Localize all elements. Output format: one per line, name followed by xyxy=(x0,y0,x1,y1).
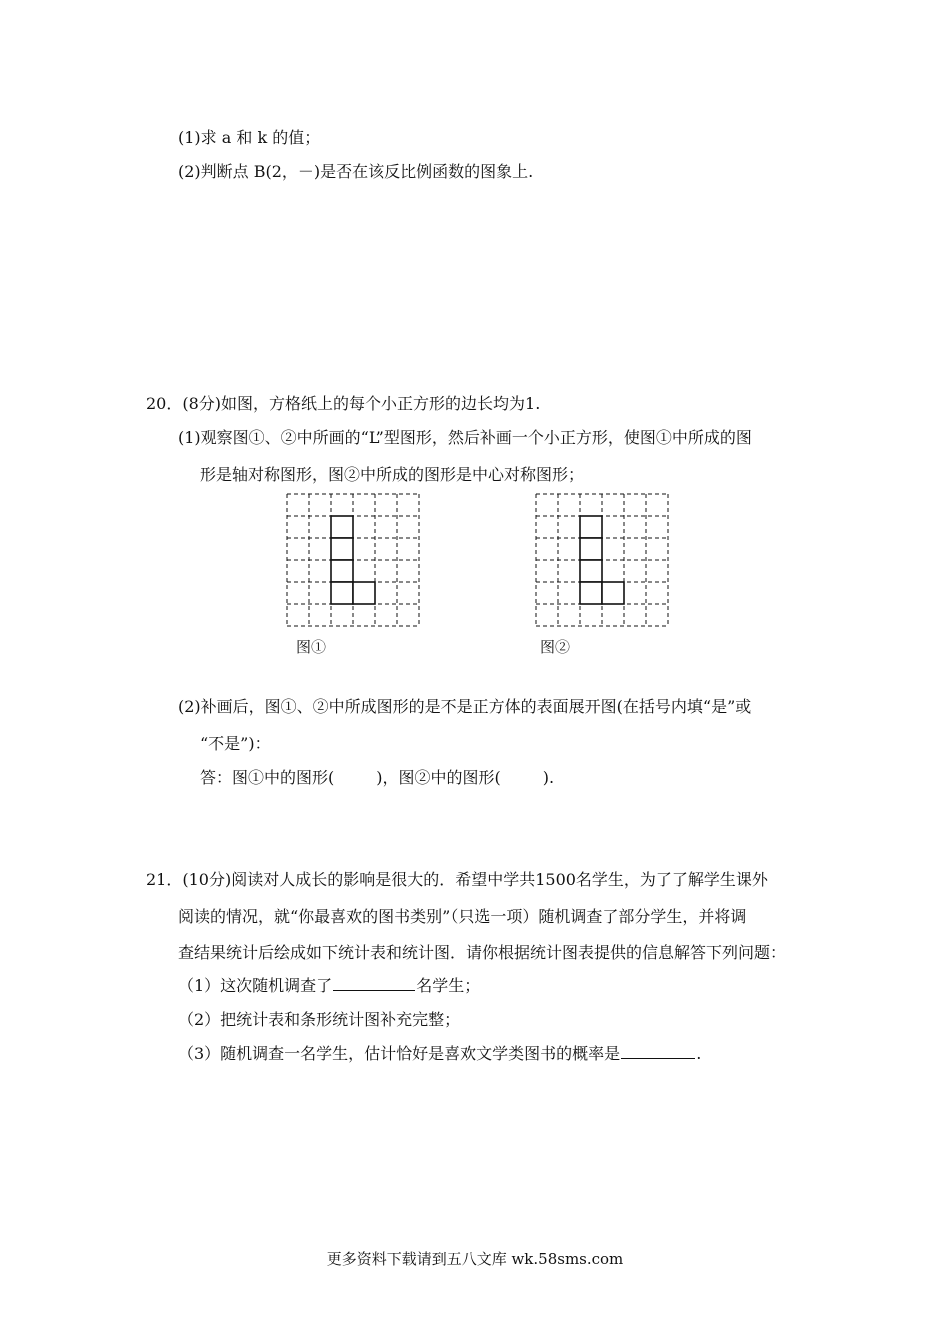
l-shape-cell xyxy=(331,538,353,560)
grid-figure-2 xyxy=(535,493,669,627)
fill-in-blank xyxy=(333,976,415,991)
q21-part3-text-a: （3）随机调查一名学生，估计恰好是喜欢文学类图书的概率是 xyxy=(178,1044,621,1063)
grid-figure-1 xyxy=(286,493,420,627)
q21-part3-text-b: . xyxy=(696,1044,702,1063)
answer-part-a: 答：图①中的图形( xyxy=(200,768,335,787)
figure-1-label: 图① xyxy=(296,638,327,656)
q21-stem-line2: 阅读的情况，就“你最喜欢的图书类别”（只选一项）随机调查了部分学生，并将调 xyxy=(178,907,747,926)
q20-part2-line2: “不是”)： xyxy=(200,734,271,753)
q21-part1-text-b: 名学生； xyxy=(416,976,481,995)
l-shape-cell xyxy=(353,582,375,604)
l-shape-cell xyxy=(331,560,353,582)
answer-part-b: )，图②中的图形( xyxy=(376,768,501,787)
q21-stem-line3: 查结果统计后绘成如下统计表和统计图．请你根据统计图表提供的信息解答下列问题： xyxy=(178,943,787,962)
l-shape-cell xyxy=(580,516,602,538)
l-shape-cell xyxy=(331,516,353,538)
q20-answer xyxy=(200,768,554,788)
q20-part1-line1: (1)观察图①、②中所画的“L”型图形，然后补画一个小正方形，使图①中所成的图 xyxy=(178,428,752,447)
q20-stem: 20．(8分)如图，方格纸上的每个小正方形的边长均为1. xyxy=(146,394,541,413)
q21-stem-line1: 21．(10分)阅读对人成长的影响是很大的．希望中学共1500名学生，为了了解学生课外 xyxy=(146,870,768,889)
q19-part2: (2)判断点 B(2，－)是否在该反比例函数的图象上. xyxy=(178,162,534,181)
fill-in-blank xyxy=(621,1044,695,1059)
l-shape-cell xyxy=(580,538,602,560)
q21-part3 xyxy=(178,1044,701,1064)
q21-part2: （2）把统计表和条形统计图补充完整； xyxy=(178,1010,461,1029)
q20-part2-line1: (2)补画后，图①、②中所成图形的是不是正方体的表面展开图(在括号内填“是”或 xyxy=(178,697,752,716)
q19-part1: (1)求 a 和 k 的值； xyxy=(178,128,321,147)
answer-part-c: ). xyxy=(542,768,555,787)
q20-part1-line2: 形是轴对称图形，图②中所成的图形是中心对称图形； xyxy=(200,465,585,484)
figure-2-label: 图② xyxy=(540,638,571,656)
q21-part1-text-a: （1）这次随机调查了 xyxy=(178,976,333,995)
q21-part1 xyxy=(178,976,480,996)
l-shape-cell xyxy=(580,560,602,582)
l-shape-cell xyxy=(602,582,624,604)
l-shape-cell xyxy=(580,582,602,604)
footer-text: 更多资料下载请到五八文库 wk.58sms.com xyxy=(326,1250,624,1268)
l-shape-cell xyxy=(331,582,353,604)
